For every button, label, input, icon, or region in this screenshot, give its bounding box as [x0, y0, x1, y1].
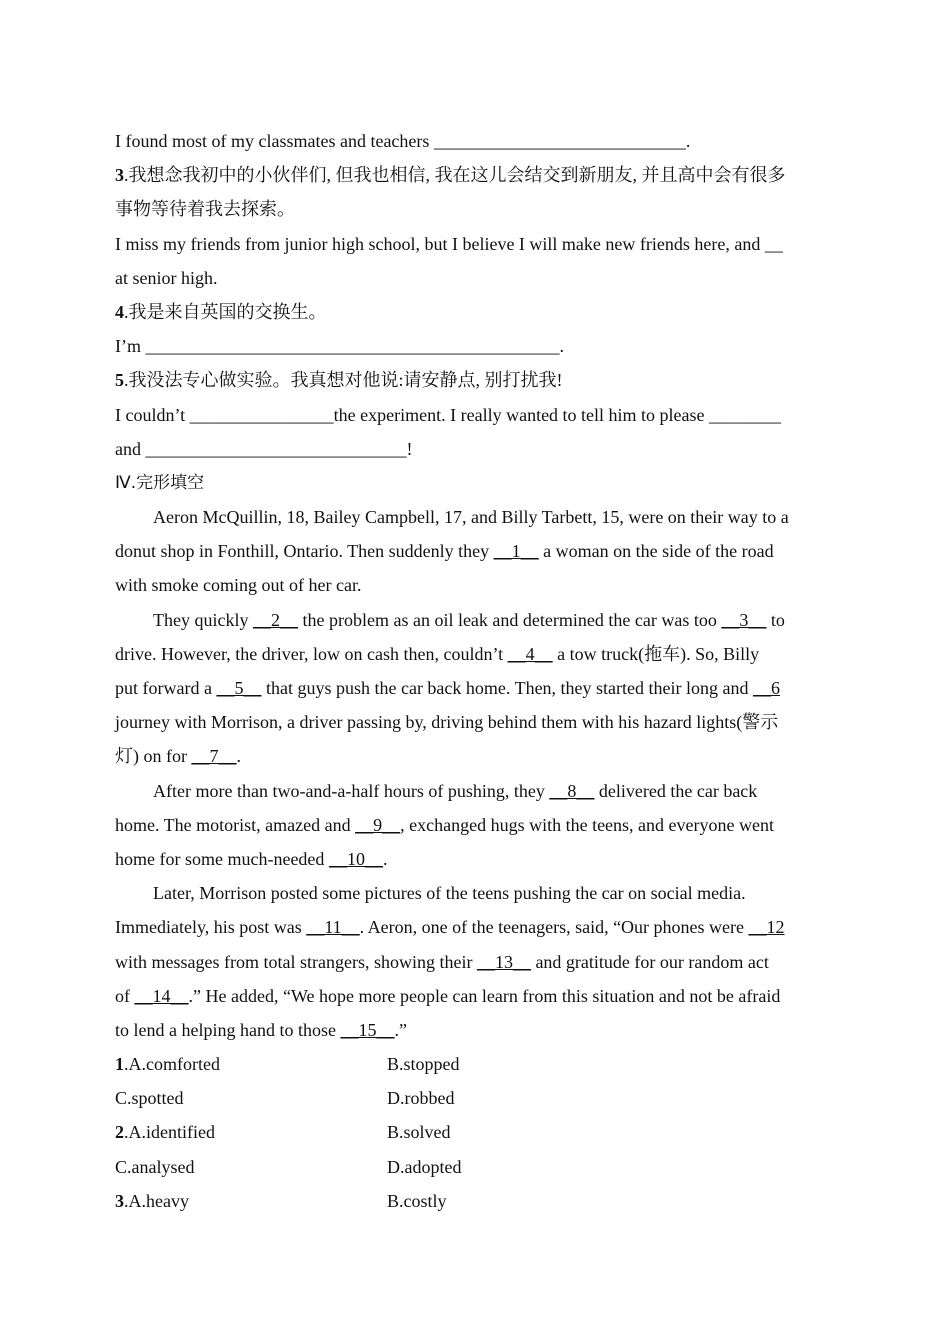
passage-line: with messages from total strangers, showing their __13__ and gratitude for our random act [115, 951, 769, 972]
blank-1: __1__ [493, 541, 539, 562]
question-5-english-cont: and _____________________________! [115, 438, 413, 459]
option-row [115, 1115, 840, 1149]
option-a: .A.heavy [124, 1190, 189, 1211]
translation-line: I found most of my classmates and teachers ____________________________. [115, 131, 691, 151]
blank-4: __4__ [507, 643, 553, 664]
blank-5: __5__ [216, 678, 262, 698]
blank-10: __10__ [328, 848, 383, 869]
blank-12: __12 [748, 917, 785, 938]
question-3-chinese [115, 158, 840, 192]
passage-line: They quickly __2__ the problem as an oil leak and determined the car was too __3__ to [153, 609, 785, 630]
blank-13: __13__ [476, 951, 531, 972]
question-number: 5 [115, 370, 124, 391]
question-3-chinese-cont: 事物等待着我去探索。 [115, 199, 295, 220]
passage-line: of __14__.” He added, “We hope more people can learn from this situation and not be afraid [115, 985, 781, 1006]
question-text: .我是来自英国的交换生。 [124, 301, 327, 322]
question-text: .我没法专心做实验。我真想对他说:请安静点, 别打扰我! [124, 370, 563, 391]
question-3-english-cont: at senior high. [115, 267, 218, 288]
passage-line: home for some much-needed __10__. [115, 848, 388, 869]
option-d: D.adopted [387, 1156, 462, 1177]
passage-line: After more than two-and-a-half hours of pushing, they __8__ delivered the car back [153, 780, 758, 801]
passage-line: Immediately, his post was __11__. Aeron, one of the teenagers, said, “Our phones were __12 [115, 917, 785, 938]
question-5-english: I couldn’t ________________the experiment. I really wanted to tell him to please ________ [115, 404, 782, 425]
passage-line: Later, Morrison posted some pictures of the teens pushing the car on social media. [153, 883, 746, 904]
blank-3: __3__ [721, 609, 767, 630]
option-row [115, 1081, 840, 1115]
blank-11: __11__ [306, 917, 360, 938]
question-4-chinese [115, 295, 840, 329]
option-number: 2 [115, 1122, 124, 1143]
passage-line: home. The motorist, amazed and __9__, exchanged hugs with the teens, and everyone went [115, 814, 774, 835]
blank-7: __7__ [191, 746, 237, 767]
blank-6: __6 [753, 678, 781, 698]
section-heading: Ⅳ.完形填空 [115, 472, 205, 493]
blank-15: __15__ [340, 1019, 395, 1040]
passage-line: Aeron McQuillin, 18, Bailey Campbell, 17, and Billy Tarbett, 15, were on their way to a [153, 507, 789, 528]
option-number: 1 [115, 1054, 124, 1075]
option-b: B.stopped [387, 1054, 460, 1075]
question-3-english: I miss my friends from junior high school, but I believe I will make new friends here, and __ [115, 233, 783, 254]
passage-line: drive. However, the driver, low on cash then, couldn’t __4__ a tow truck(拖车). So, Billy [115, 643, 760, 664]
question-4-english: I’m ______________________________________________. [115, 336, 564, 357]
passage-line: journey with Morrison, a driver passing by, driving behind them with his hazard lights(警示 [115, 712, 779, 733]
question-5-chinese [115, 363, 840, 397]
question-number: 4 [115, 301, 124, 322]
passage-line: to lend a helping hand to those __15__.” [115, 1019, 407, 1040]
question-number: 3 [115, 165, 124, 186]
option-b: B.costly [387, 1190, 447, 1211]
option-a: .A.identified [124, 1122, 215, 1143]
blank-8: __8__ [549, 780, 595, 801]
document-page [115, 124, 840, 1218]
blank-14: __14__ [134, 985, 189, 1006]
option-row [115, 1150, 840, 1184]
option-c: C.analysed [115, 1156, 195, 1177]
option-number: 3 [115, 1190, 124, 1211]
option-a: .A.comforted [124, 1054, 220, 1075]
option-row [115, 1047, 840, 1081]
blank-2: __2__ [252, 609, 298, 630]
question-text: .我想念我初中的小伙伴们, 但我也相信, 我在这儿会结交到新朋友, 并且高中会有很多 [124, 165, 786, 186]
passage-line: with smoke coming out of her car. [115, 575, 362, 596]
passage-line: put forward a __5__ that guys push the car back home. Then, they started their long and __6 [115, 678, 781, 698]
option-row [115, 1184, 840, 1218]
passage-line: donut shop in Fonthill, Ontario. Then suddenly they __1__ a woman on the side of the road [115, 541, 774, 562]
option-c: C.spotted [115, 1088, 184, 1109]
option-d: D.robbed [387, 1088, 455, 1109]
passage-line: 灯) on for __7__. [115, 746, 241, 767]
option-b: B.solved [387, 1122, 451, 1143]
blank-9: __9__ [355, 814, 401, 835]
